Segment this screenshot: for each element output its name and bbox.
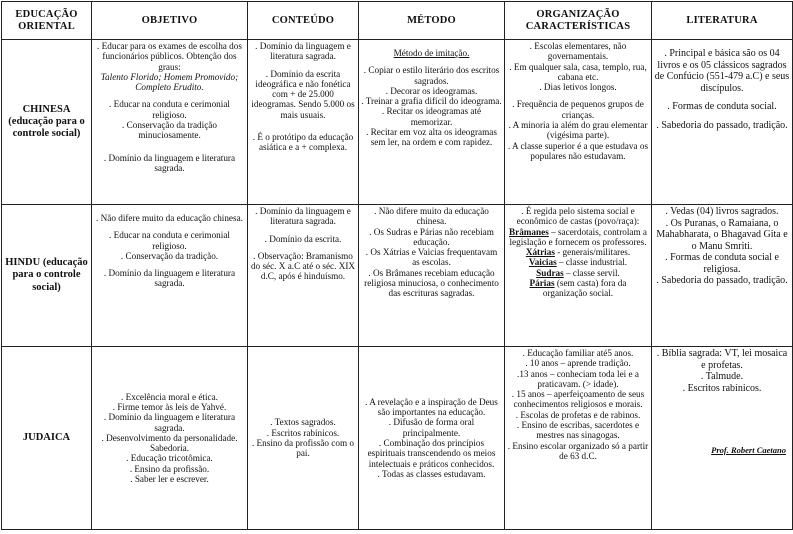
- text-line: . Vedas (04) livros sagrados.: [665, 206, 779, 217]
- text-line: . Domínio da linguagem e literatura sagrada.: [255, 206, 351, 227]
- text-line: . Educar na conduta e cerimonial religioso.: [109, 99, 230, 120]
- text-line: . Domínio da escrita ideográfica e não fonética com + de 25.000 ideogramas. Sendo 5.000 os mais usuais.: [251, 68, 355, 120]
- text-line: . Não difere muito da educação chinesa.: [374, 206, 489, 227]
- text-line: . Ensino de escribas, sacerdotes e mestres nas sinagogas.: [516, 420, 640, 441]
- text-line: . Ensino escolar organizado só a partir de 63 d.C.: [507, 440, 649, 461]
- header-organizacao: ORGANIZAÇÃO CARACTERÍSTICAS: [505, 2, 652, 40]
- text-line: . Todas as classes estudavam.: [377, 468, 486, 479]
- table-row-judaica: [2, 347, 793, 530]
- text-line: .13 anos – conheciam toda lei e a praticavam. (> idade).: [517, 368, 639, 389]
- text-line: . Ensino da profissão com o pai.: [251, 438, 355, 459]
- text-line: . Domínio da linguagem e literatura sagrada.: [103, 268, 236, 289]
- text-line: . Domínio da linguagem e literatura sagrada.: [103, 412, 236, 433]
- cell-judaica-organizacao: [505, 347, 652, 530]
- text-line: . 15 anos – aperfeiçoamento de seus conhecimentos religiosos e morais.: [511, 389, 645, 410]
- text-line: . A minoria ia além do grau elementar (vigésima parte).: [508, 120, 648, 141]
- text-line: . Escolas de profetas e de rabinos.: [515, 409, 641, 420]
- text-line: Vaicias – classe industrial.: [528, 257, 628, 268]
- header-educacao-oriental: EDUCAÇÃO ORIENTAL: [2, 2, 92, 40]
- text-line: . Educação tricotômica.: [126, 453, 213, 464]
- text-line: . Difusão de forma oral principalmente.: [388, 417, 475, 438]
- text-line: . A revelação e a inspiração de Deus são importantes na educação.: [365, 396, 498, 418]
- header-row: [2, 2, 793, 40]
- text-line: . Excelência moral e ética.: [121, 391, 218, 402]
- text-line: . Domínio da escrita.: [264, 233, 342, 244]
- text-line: . Os Brâmanes recebiam educação religiosa minuciosa, o conhecimento das escrituras sagradas.: [364, 267, 499, 299]
- text-line: . Copiar o estilo literário dos escritos sagrados.: [363, 65, 500, 86]
- caste-name: Vaicias: [528, 257, 557, 268]
- text-line: . Bíblia sagrada: VT, lei mosaica e profetas.: [656, 348, 788, 371]
- text-line: . É regida pelo sistema social e econômico de castas (povo/raça):: [516, 206, 640, 227]
- cell-hindu-organizacao: [505, 205, 652, 347]
- text-line: . É o protótipo da educação asiática e a + complexa.: [252, 132, 354, 153]
- text-line: . Escritos rabínicos.: [682, 382, 762, 394]
- text-line: . Textos sagrados.: [270, 417, 336, 428]
- text-line: . Escritos rabínicos.: [266, 427, 340, 438]
- cell-hindu-conteudo: [248, 205, 359, 347]
- text-line: . Em qualquer sala, casa, templo, rua, cabana etc.: [509, 61, 647, 82]
- text-line: Método de imitação.: [393, 48, 470, 58]
- caste-name: Brâmanes: [508, 226, 549, 237]
- cell-judaica-metodo: [359, 347, 505, 530]
- text-line: . Talmude.: [700, 371, 744, 382]
- text-line: Párias (sem casta) fora da organização social.: [529, 278, 627, 299]
- cell-chinesa-objetivo: [92, 40, 248, 205]
- text-line: . Domínio da linguagem e literatura sagrada.: [103, 152, 236, 173]
- text-line: . Os Puranas, o Ramaiana, o Mahabharata, o Bhagavad Gita e o Manu Smriti.: [656, 217, 788, 252]
- cell-chinesa-conteudo: [248, 40, 359, 205]
- text-line: . Domínio da linguagem e literatura sagrada.: [255, 41, 351, 62]
- text-line: . Desenvolvimento da personalidade. Sabedoria.: [101, 432, 238, 454]
- text-line: . Ensino da profissão.: [129, 463, 210, 474]
- text-line: . Escolas elementares, não governamentais.: [529, 41, 627, 62]
- text-line: . Firme temor às leis de Yahvé.: [112, 401, 227, 412]
- text-line: . 10 anos – aprende tradição.: [525, 358, 631, 369]
- author-signature: Prof. Robert Caetano: [711, 445, 786, 455]
- table-row-hindu: [2, 205, 793, 347]
- cell-hindu-metodo: [359, 205, 505, 347]
- caste-name: Párias: [529, 278, 555, 289]
- cell-chinesa-organizacao: [505, 40, 652, 205]
- row-label-hindu: HINDU (educação para o controle social): [2, 205, 92, 347]
- text-line: . Sabedoria do passado, tradição.: [656, 119, 788, 131]
- text-line: . Recitar em voz alta os ideogramas sem ler, na ordem e com rapidez.: [366, 127, 497, 148]
- text-line: Sudras – classe servil.: [536, 267, 620, 278]
- text-line: . Recitar os ideogramas até memorizar.: [381, 106, 482, 127]
- text-line: . Conservação da tradição minuciosamente.: [122, 120, 217, 141]
- cell-judaica-objetivo: [92, 347, 248, 530]
- text-line: . Principal e básica são os 04 livros e os 05 clássicos sagrados de Confúcio (551-479 a.C) e seus discípulos.: [654, 48, 790, 94]
- cell-hindu-objetivo: [92, 205, 248, 347]
- row-label-judaica: JUDAICA: [2, 347, 92, 530]
- text-line: . Não difere muito da educação chinesa.: [96, 213, 243, 223]
- text-line: Brâmanes – sacerdotais, controlam a legislação e fornecem os professores.: [508, 226, 648, 247]
- text-line: . Os Sudras e Párias não recebiam educação.: [369, 226, 494, 247]
- caste-name: Xátrias: [525, 247, 555, 258]
- header-objetivo: OBJETIVO: [92, 2, 248, 40]
- text-line: . Observação: Bramanismo do séc. X a.C até o séc. XIX d.C, após é hinduísmo.: [250, 250, 356, 282]
- table-row-chinesa: [2, 40, 793, 205]
- text-line: . A classe superior é a que estudava os populares não estudavam.: [507, 140, 649, 161]
- header-literatura: LITERATURA: [652, 2, 793, 40]
- text-line: . Conservação da tradição.: [120, 250, 219, 261]
- text-line: . Formas de conduta social.: [667, 101, 777, 112]
- text-line: . Decorar os ideogramas.: [385, 85, 478, 96]
- cell-chinesa-metodo: [359, 40, 505, 205]
- text-line: Xátrias - generais/militares.: [525, 247, 631, 258]
- header-conteudo: CONTEÚDO: [248, 2, 359, 40]
- text-line: . Educar para os exames de escolha dos funcionários públicos. Obtenção dos graus:: [97, 41, 242, 72]
- text-line: . Frequência de pequenos grupos de crianças.: [512, 99, 644, 120]
- text-line: Talento Florido; Homem Promovido; Completo Erudito.: [100, 71, 239, 93]
- text-line: . Educar na conduta e cerimonial religioso.: [109, 230, 230, 251]
- text-line: . Combinação dos princípios espirituais transcendendo os meios intelectuais e práticos conhecidos.: [367, 438, 496, 469]
- text-line: . Dias letivos longos.: [539, 82, 617, 93]
- caste-name: Sudras: [536, 267, 564, 278]
- cell-judaica-literatura: [652, 347, 793, 530]
- text-line: . Formas de conduta social e religiosa.: [665, 252, 779, 275]
- education-table: [1, 1, 793, 530]
- text-line: . Educação familiar até5 anos.: [522, 348, 634, 358]
- row-label-chinesa: CHINESA (educação para o controle social): [2, 40, 92, 205]
- cell-chinesa-literatura: [652, 40, 793, 205]
- text-line: . Treinar a grafia difícil do ideograma.: [361, 96, 502, 107]
- text-line: . Sabedoria do passado, tradição.: [656, 275, 788, 286]
- header-metodo: MÉTODO: [359, 2, 505, 40]
- cell-judaica-conteudo: [248, 347, 359, 530]
- cell-hindu-literatura: [652, 205, 793, 347]
- text-line: . Os Xátrias e Vaicias frequentavam as escolas.: [365, 247, 498, 268]
- text-line: . Saber ler e escrever.: [130, 474, 209, 485]
